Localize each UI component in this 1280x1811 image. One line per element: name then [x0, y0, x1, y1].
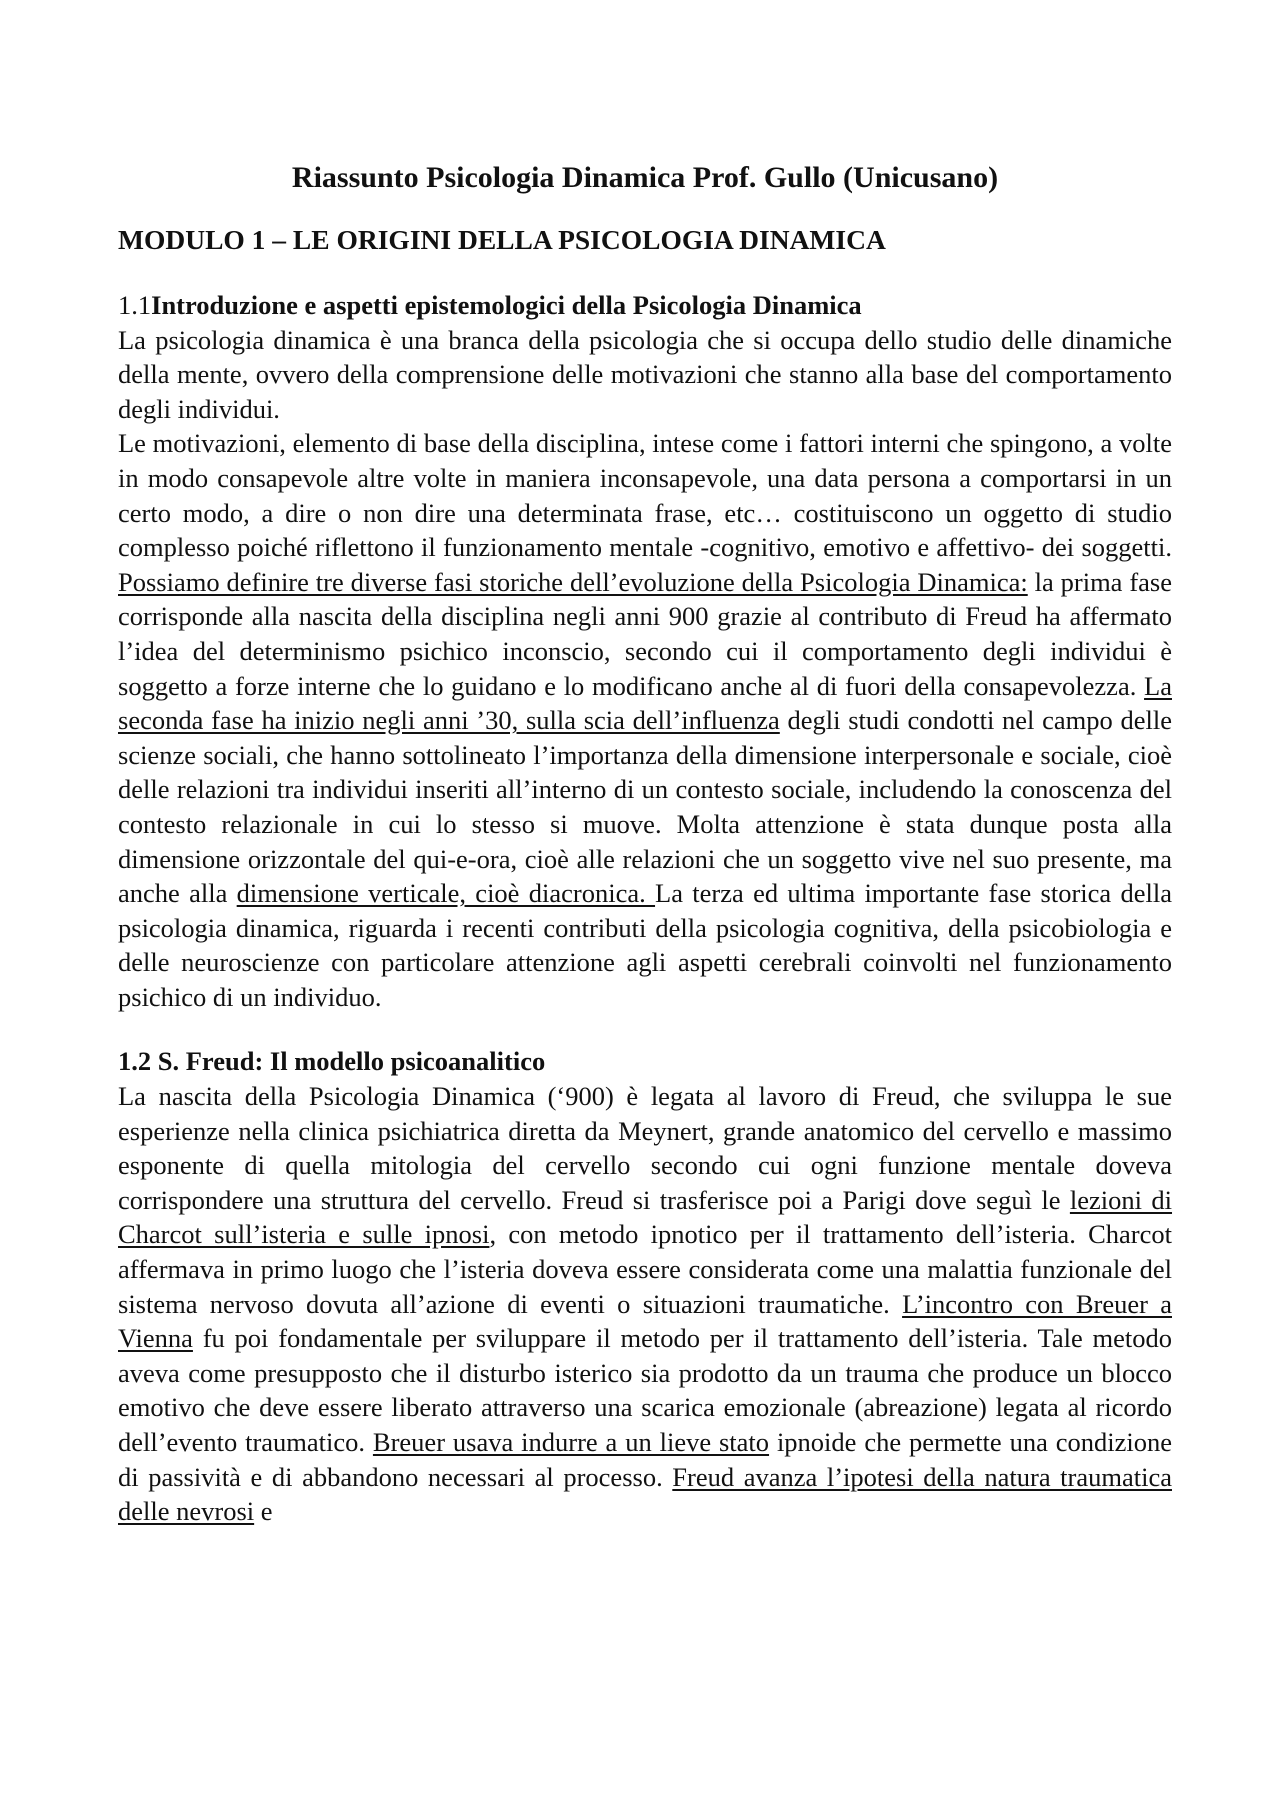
underlined-text: L’incontro con Breuer a Vienna — [118, 1288, 1172, 1354]
text-run: degli studi condotti nel campo delle scienze sociali, che hanno sottolineato l’importanza della dimensione interpersonale e sociale, cioè delle relazioni tra individui inseriti all’interno di un contesto sociale, includendo la conoscenza del contesto relazionale in cui lo stesso si muove. Molta attenzione è stata dunque posta alla dimensione orizzontale del qui-e-ora, cioè alle relazioni che un soggetto vive nel suo presente, ma anche alla — [118, 705, 1172, 909]
paragraph: La psicologia dinamica è una branca della psicologia che si occupa dello studio delle dinamiche della mente, ovvero della comprensione delle motivazioni che stanno alla base del comportamento degli individui. — [118, 324, 1172, 424]
underlined-text: Freud avanza l’ipotesi della natura traumatica delle nevrosi — [118, 1461, 1172, 1527]
paragraph — [118, 426, 1172, 1014]
section-number: 1.1 — [118, 290, 152, 320]
section-heading-1-1 — [118, 288, 1172, 323]
text-run: Le motivazioni, elemento di base della disciplina, intese come i fattori interni che spingono, a volte in modo consapevole altre volte in maniera inconsapevole, una data persona a comportarsi in un certo modo, a dire o non dire una determinata frase, etc… costituiscono un oggetto di studio complesso poiché riflettono il funzionamento mentale -cognitivo, emotivo e affettivo- dei soggetti. — [118, 428, 1172, 563]
document-page — [118, 150, 1172, 1529]
text-run: fu poi fondamentale per sviluppare il metodo per il trattamento dell’isteria. Tale metodo aveva come presupposto che il disturbo isterico sia prodotto da un trauma che produce un blocco emotivo che deve essere liberato attraverso una scarica emozionale (abreazione) legata al ricordo dell’evento traumatico. — [118, 1323, 1172, 1457]
underlined-text: Breuer usava indurre a un lieve stato — [372, 1427, 770, 1457]
underlined-text: Possiamo definire tre diverse fasi storiche dell’evoluzione della Psicologia Dinamica: — [118, 566, 1028, 597]
text-run: ipnoide che permette una condizione di passività e di abbandono necessari al processo. — [118, 1427, 1172, 1492]
section-number: 1.2 — [118, 1046, 152, 1077]
section-title: Introduzione e aspetti epistemologici della Psicologia Dinamica — [151, 290, 862, 320]
text-run: La terza ed ultima importante fase storica della psicologia dinamica, riguarda i recenti contributi della psicologia cognitiva, della psicobiologia e delle neuroscienze con particolare attenzione agli aspetti cerebrali coinvolti nel funzionamento psichico di un individuo. — [118, 878, 1172, 1012]
section-heading-1-2 — [118, 1044, 1172, 1079]
document-title: Riassunto Psicologia Dinamica Prof. Gullo (Unicusano) — [291, 161, 999, 194]
underlined-text: dimensione verticale, cioè diacronica. — [236, 878, 656, 909]
text-run: la prima fase corrisponde alla nascita della disciplina negli anni 900 grazie al contributo di Freud ha affermato l’idea del determinismo psichico inconscio, secondo cui il comportamento degli individui è soggetto a forze interne che lo guidano e lo modificano anche al di fuori della consapevolezza. — [118, 566, 1172, 701]
text-run: e — [254, 1496, 273, 1527]
module-title: MODULO 1 – LE ORIGINI DELLA PSICOLOGIA DINAMICA — [118, 224, 886, 255]
text-run: , con metodo ipnotico per il trattamento dell’isteria. Charcot affermava in primo luogo che l’isteria doveva essere considerata come una malattia funzionale del sistema nervoso dovuta all’azione di eventi o situazioni traumatiche. — [118, 1219, 1172, 1319]
underlined-text: lezioni di Charcot sull’isteria e sulle ipnosi — [118, 1184, 1173, 1250]
section-title: S. Freud: Il modello psicoanalitico — [151, 1046, 546, 1077]
underlined-text: La seconda fase ha inizio negli anni ’30, sulla scia dell’influenza — [118, 670, 1172, 736]
paragraph — [118, 1079, 1172, 1529]
text-run: La nascita della Psicologia Dinamica (‘900) è legata al lavoro di Freud, che sviluppa le sue esperienze nella clinica psichiatrica diretta da Meynert, grande anatomico del cervello e massimo esponente di quella mitologia del cervello secondo cui ogni funzione mentale doveva corrispondere una struttura del cervello. Freud si trasferisce poi a Parigi dove seguì le — [118, 1081, 1172, 1215]
